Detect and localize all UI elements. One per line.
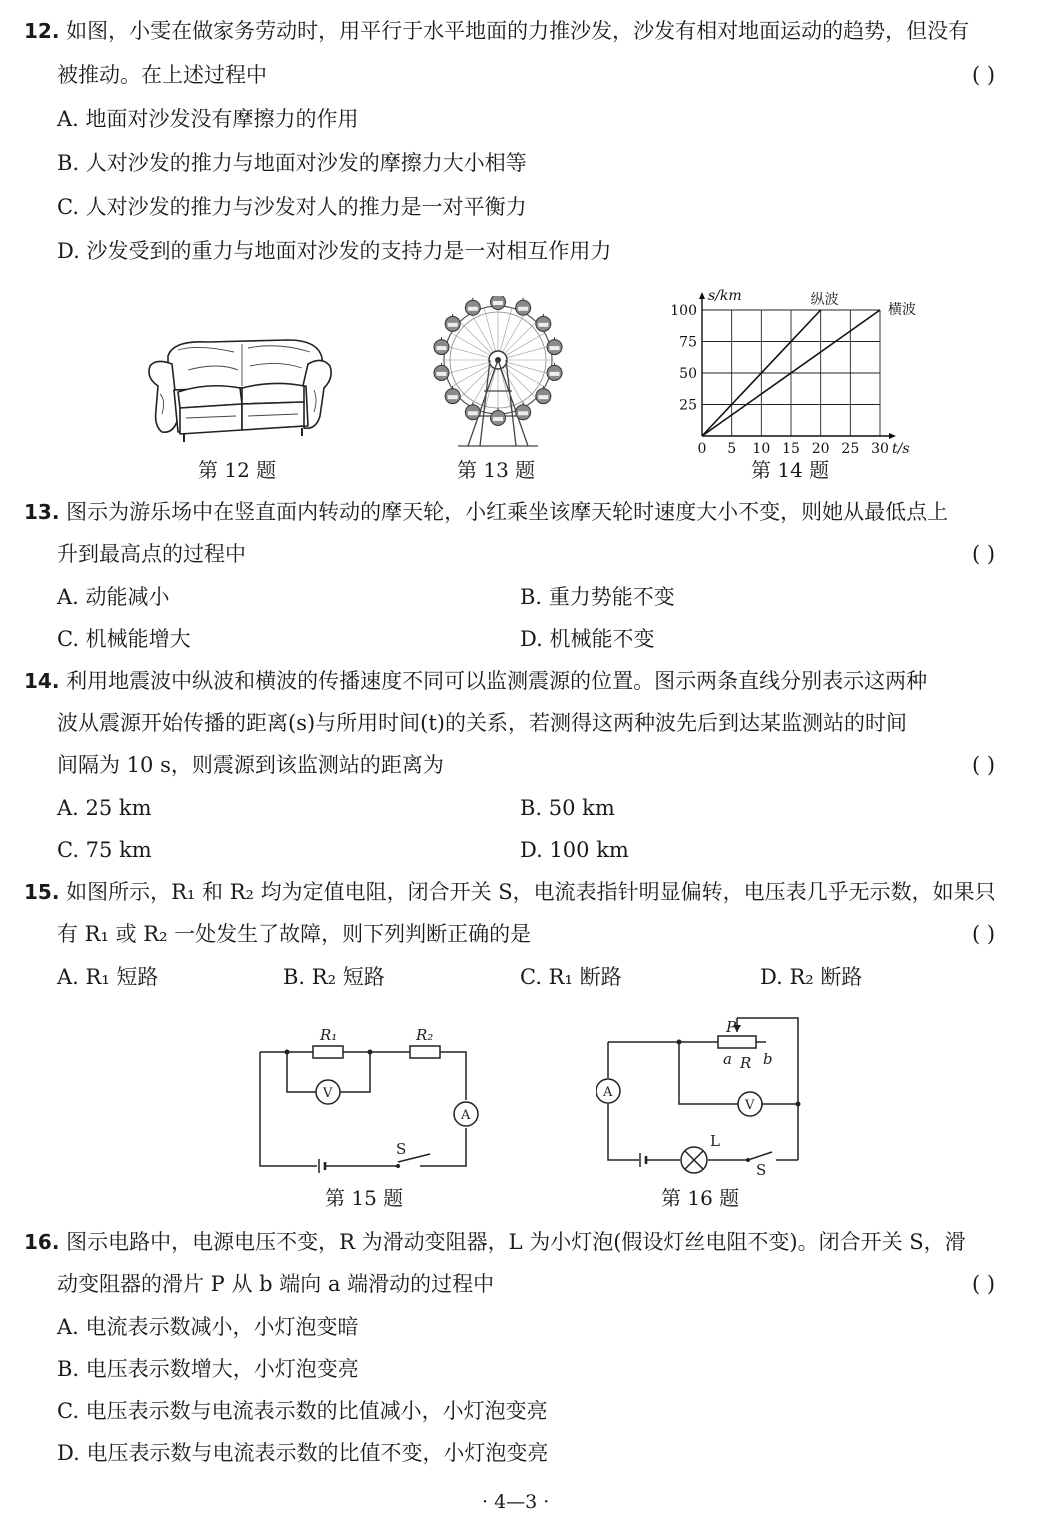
q13-option-a: A. 动能减小 bbox=[57, 585, 170, 609]
q13-option-d: D. 机械能不变 bbox=[520, 627, 655, 651]
x-axis-label: t/s bbox=[892, 441, 910, 456]
page-number: · 4—3 · bbox=[482, 1491, 550, 1513]
q14-option-d: D. 100 km bbox=[520, 838, 629, 862]
q16-number: 16. bbox=[24, 1230, 60, 1254]
q15-option-a: A. R₁ 短路 bbox=[57, 965, 159, 989]
x-tick-label: 20 bbox=[811, 441, 830, 456]
q13-stem-2: 升到最高点的过程中 bbox=[57, 542, 246, 566]
gondola bbox=[536, 386, 551, 404]
q12-number: 12. bbox=[24, 19, 60, 43]
q16-stem-2: 动变阻器的滑片 P 从 b 端向 a 端滑动的过程中 bbox=[57, 1272, 495, 1296]
q14-stem-3: 间隔为 10 s，则震源到该监测站的距离为 bbox=[57, 753, 444, 777]
q12-line1 bbox=[24, 16, 969, 46]
fig15-caption: 第 15 题 bbox=[325, 1186, 404, 1210]
c16-ammeter-label: A bbox=[603, 1085, 613, 1100]
q14-stem-1: 利用地震波中纵波和横波的传播速度不同可以监测震源的位置。图示两条直线分别表示这两种 bbox=[66, 669, 928, 693]
q14-stem-2: 波从震源开始传播的距离(s)与所用时间(t)的关系，若测得这两种波先后到达某监测站的时间 bbox=[57, 711, 907, 735]
gondola bbox=[434, 363, 449, 381]
series-label-1: 纵波 bbox=[810, 292, 839, 308]
c16-r-label: R bbox=[740, 1054, 752, 1072]
q16-option-c: C. 电压表示数与电流表示数的比值减小，小灯泡变亮 bbox=[57, 1399, 548, 1423]
q13-stem-1: 图示为游乐场中在竖直面内转动的摩天轮，小红乘坐该摩天轮时速度大小不变，则她从最低点上 bbox=[66, 500, 949, 524]
circuit-15 bbox=[250, 1016, 490, 1176]
gondola bbox=[516, 298, 531, 316]
c15-r2-label: R₂ bbox=[416, 1026, 434, 1044]
c16-lamp-label: L bbox=[710, 1132, 720, 1150]
q15-stem-1: 如图所示，R₁ 和 R₂ 均为定值电阻，闭合开关 S，电流表指针明显偏转，电压表几乎无示数，如果只 bbox=[66, 880, 996, 904]
y-tick-label: 50 bbox=[679, 366, 697, 382]
c16-p-label: P bbox=[726, 1018, 737, 1036]
x-tick-label: 5 bbox=[727, 441, 737, 456]
c16-voltmeter-label: V bbox=[745, 1098, 755, 1113]
q14-answer-paren: ( ) bbox=[972, 753, 996, 777]
circuit-16 bbox=[596, 1008, 810, 1182]
gondola bbox=[434, 337, 449, 355]
y-tick-label: 75 bbox=[679, 334, 697, 351]
c15-ammeter-label: A bbox=[461, 1108, 471, 1123]
q16-stem-1: 图示电路中，电源电压不变，R 为滑动变阻器，L 为小灯泡(假设灯丝电阻不变)。闭合开关 S，滑 bbox=[66, 1230, 966, 1254]
y-axis-label: s/km bbox=[708, 288, 742, 304]
q15-option-d: D. R₂ 断路 bbox=[760, 965, 863, 989]
y-axis-arrow bbox=[699, 292, 705, 299]
fig14-caption: 第 14 题 bbox=[751, 458, 830, 482]
gondola bbox=[445, 314, 460, 332]
c15-r1-label: R₁ bbox=[320, 1026, 338, 1044]
q16-option-b: B. 电压表示数增大，小灯泡变亮 bbox=[57, 1357, 359, 1381]
wave-chart bbox=[664, 286, 924, 456]
c15-voltmeter-label: V bbox=[323, 1086, 333, 1101]
gondola bbox=[445, 386, 460, 404]
q15-option-b: B. R₂ 短路 bbox=[283, 965, 385, 989]
x-tick-label: 25 bbox=[841, 441, 860, 456]
x-tick-label: 10 bbox=[752, 441, 771, 456]
q12-stem-1: 如图，小雯在做家务劳动时，用平行于水平地面的力推沙发，沙发有相对地面运动的趋势，但没有 bbox=[66, 19, 970, 43]
gondola bbox=[465, 298, 480, 316]
q12-option-b: B. 人对沙发的推力与地面对沙发的摩擦力大小相等 bbox=[57, 151, 527, 175]
q13-number: 13. bbox=[24, 500, 60, 524]
x-tick-label: 15 bbox=[782, 441, 800, 456]
q14-number: 14. bbox=[24, 669, 60, 693]
fig12-caption: 第 12 题 bbox=[198, 458, 277, 482]
q15-option-c: C. R₁ 断路 bbox=[520, 965, 622, 989]
q12-option-a: A. 地面对沙发没有摩擦力的作用 bbox=[57, 107, 359, 131]
gondola bbox=[547, 363, 562, 381]
q13-line1 bbox=[24, 497, 948, 527]
c15-switch-label: S bbox=[396, 1140, 407, 1158]
q15-number: 15. bbox=[24, 880, 60, 904]
x-tick-label: 0 bbox=[697, 441, 707, 456]
q13-option-b: B. 重力势能不变 bbox=[520, 585, 675, 609]
x-tick-label: 30 bbox=[871, 441, 889, 456]
q14-option-b: B. 50 km bbox=[520, 796, 615, 820]
gondola bbox=[491, 408, 506, 426]
x-axis-arrow bbox=[889, 433, 896, 439]
c16-b-label: b bbox=[763, 1050, 773, 1068]
q14-line1 bbox=[24, 666, 927, 696]
fig16-caption: 第 16 题 bbox=[661, 1186, 740, 1210]
ferris-wheel-figure bbox=[426, 296, 576, 452]
q15-answer-paren: ( ) bbox=[972, 922, 996, 946]
q15-line1 bbox=[24, 877, 996, 907]
q16-option-a: A. 电流表示数减小，小灯泡变暗 bbox=[57, 1315, 359, 1339]
q15-stem-2: 有 R₁ 或 R₂ 一处发生了故障，则下列判断正确的是 bbox=[57, 922, 532, 946]
q13-answer-paren: ( ) bbox=[972, 542, 996, 566]
sofa-figure bbox=[138, 330, 334, 448]
gondola bbox=[536, 314, 551, 332]
q14-option-c: C. 75 km bbox=[57, 838, 152, 862]
c16-a-label: a bbox=[723, 1050, 732, 1068]
gondola bbox=[491, 296, 506, 310]
c16-switch-label: S bbox=[756, 1161, 767, 1179]
q12-answer-paren: ( ) bbox=[972, 63, 996, 87]
q16-option-d: D. 电压表示数与电流表示数的比值不变，小灯泡变亮 bbox=[57, 1441, 549, 1465]
q12-option-d: D. 沙发受到的重力与地面对沙发的支持力是一对相互作用力 bbox=[57, 239, 612, 263]
q16-answer-paren: ( ) bbox=[972, 1272, 996, 1296]
q12-option-c: C. 人对沙发的推力与沙发对人的推力是一对平衡力 bbox=[57, 195, 527, 219]
q13-option-c: C. 机械能增大 bbox=[57, 627, 191, 651]
y-tick-label: 25 bbox=[679, 397, 697, 414]
series-label-2: 横波 bbox=[888, 302, 916, 318]
y-tick-label: 100 bbox=[670, 303, 697, 319]
q12-stem-2: 被推动。在上述过程中 bbox=[57, 63, 267, 87]
fig13-caption: 第 13 题 bbox=[457, 458, 536, 482]
q14-option-a: A. 25 km bbox=[57, 796, 152, 820]
q16-line1 bbox=[24, 1227, 966, 1257]
gondola bbox=[547, 337, 562, 355]
